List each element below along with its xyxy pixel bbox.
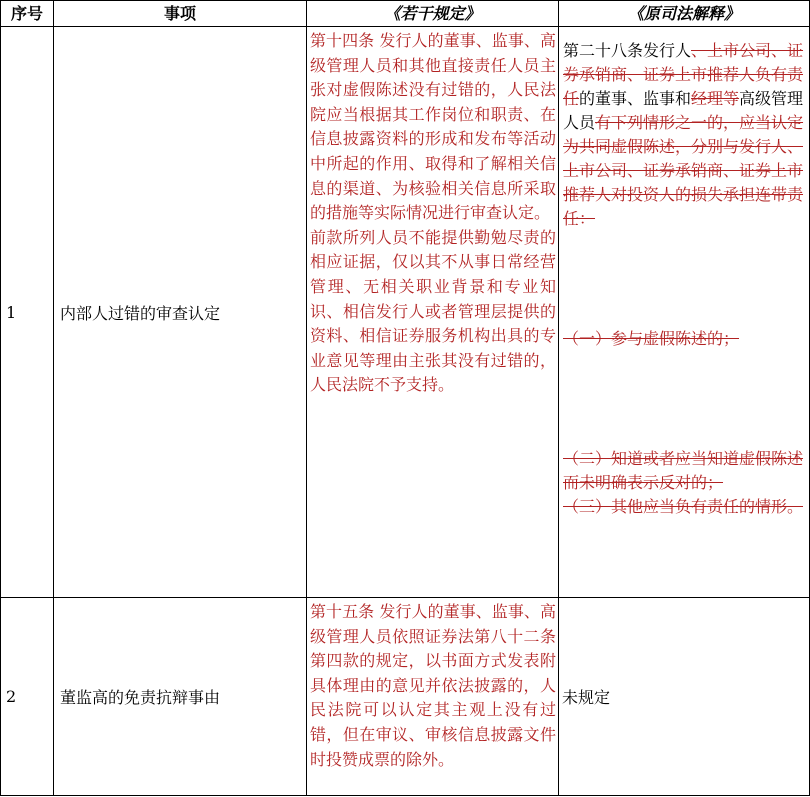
original-text-cell	[559, 27, 810, 598]
row-topic: 内部人过错的审查认定	[54, 27, 307, 598]
deleted-item: （二）知道或者应当知道虚假陈述而未明确表示反对的；	[563, 449, 804, 492]
rule-paragraph: 前款所列人员不能提供勤勉尽责的相应证据，仅以其不从事日常经营管理、无相关职业背景和专业知识、相信发行人或者管理层提供的资料、相信证券服务机构出具的专业意见等理由主张其没有过错的，人民法院不予支持。	[310, 227, 556, 395]
original-text: 的董事、监事和	[579, 89, 692, 108]
header-original: 《原司法解释》	[559, 1, 810, 27]
deleted-text: 经理等	[691, 89, 740, 108]
original-text: 第二十八条发行人	[563, 41, 692, 60]
row-topic: 董监高的免责抗辩事由	[54, 598, 307, 796]
deleted-text: 、上市公司、证券承销商、证券上市推荐人负有责任	[563, 41, 804, 108]
original-paragraph	[563, 39, 806, 231]
rule-paragraph: 第十四条 发行人的董事、监事、高级管理人员和其他直接责任人员主张对虚假陈述没有过错的，人民法院应当根据其工作岗位和职责、在信息披露资料的形成和发布等活动中所起的作用、取得和了解相关信息的渠道、为核验相关信息所采取的措施等实际情况进行审查认定。	[310, 31, 556, 223]
rule-paragraph: 第十五条 发行人的董事、监事、高级管理人员依照证券法第八十二条第四款的规定，以书面方式发表附具体理由的意见并依法披露的，人民法院可以认定其主观上没有过错，但在审议、审核信息披露文件时投赞成票的除外。	[310, 602, 556, 769]
deleted-text: 有下列情形之一的，应当认定为共同虚假陈述，分别与发行人、上市公司、证券承销商、证券上市推荐人对投资人的损失承担连带责任：	[563, 113, 804, 228]
rule-text-cell	[307, 27, 559, 598]
table-row	[1, 598, 810, 796]
original-text-cell: 未规定	[559, 598, 810, 796]
deleted-item: （一）参与虚假陈述的；	[563, 329, 740, 348]
header-topic: 事项	[54, 1, 307, 27]
original-text: 高级管理人员	[563, 89, 804, 132]
deleted-item: （三）其他应当负有责任的情形。	[563, 497, 804, 516]
row-number: 1	[1, 27, 54, 598]
row-number: 2	[1, 598, 54, 796]
header-rules: 《若干规定》	[307, 1, 559, 27]
table-row	[1, 27, 810, 598]
header-row	[1, 1, 810, 27]
header-number: 序号	[1, 1, 54, 27]
rule-text-cell	[307, 598, 559, 796]
